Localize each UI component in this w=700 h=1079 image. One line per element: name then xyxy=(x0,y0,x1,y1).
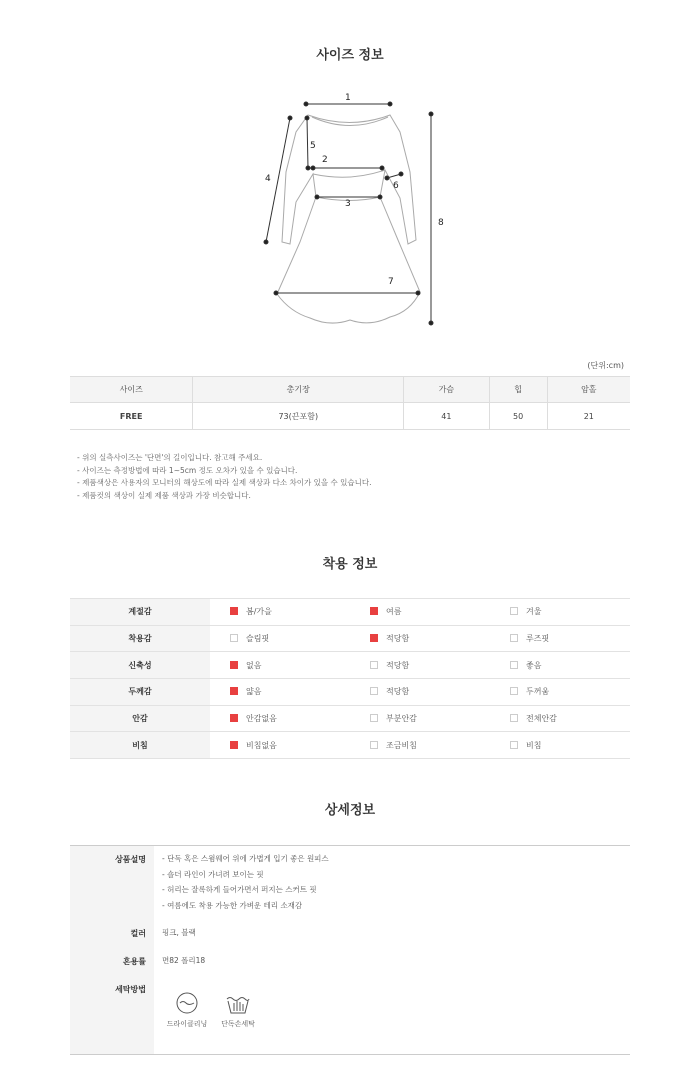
checkbox-unchecked xyxy=(230,634,238,642)
option-label: 봄/가을 xyxy=(246,607,272,617)
header-armhole: 암홀 xyxy=(547,377,630,403)
checkbox-unchecked xyxy=(510,661,518,669)
wear-row-label: 계절감 xyxy=(70,599,210,626)
diagram-label-2: 2 xyxy=(322,155,328,165)
checkbox-checked xyxy=(370,634,378,642)
checkbox-unchecked xyxy=(510,687,518,695)
option-label: 비침없음 xyxy=(246,740,277,750)
checkbox-checked xyxy=(230,741,238,749)
option-label: 적당함 xyxy=(386,660,410,670)
description-label: 상품설명 xyxy=(115,855,146,864)
option-label: 부분안감 xyxy=(386,714,417,724)
wear-option xyxy=(490,705,630,732)
diagram-label-6: 6 xyxy=(393,181,399,191)
size-notes xyxy=(77,452,372,502)
checkbox-checked xyxy=(230,687,238,695)
blend-label: 혼용률 xyxy=(122,957,146,966)
checkbox-checked xyxy=(230,607,238,615)
option-label: 적당함 xyxy=(386,634,410,644)
option-label: 전체안감 xyxy=(526,714,557,724)
diagram-label-5: 5 xyxy=(310,141,316,151)
wear-row-lining xyxy=(70,705,630,732)
hand-wash-icon xyxy=(225,991,251,1015)
wear-row-label: 신축성 xyxy=(70,652,210,679)
diagram-label-1: 1 xyxy=(345,93,351,103)
color-label: 컬러 xyxy=(130,929,146,938)
checkbox-unchecked xyxy=(510,741,518,749)
checkbox-unchecked xyxy=(370,741,378,749)
checkbox-unchecked xyxy=(370,661,378,669)
wear-option xyxy=(490,652,630,679)
diagram-label-8: 8 xyxy=(438,218,444,228)
wear-row-sheerness xyxy=(70,732,630,759)
cell-hip: 50 xyxy=(489,403,547,430)
wear-option xyxy=(210,652,350,679)
cell-armhole: 21 xyxy=(547,403,630,430)
cell-length: 73(끈포함) xyxy=(193,403,404,430)
wear-row-stretch xyxy=(70,652,630,679)
wear-option xyxy=(210,732,350,759)
detail-info-box xyxy=(70,845,630,1055)
checkbox-unchecked xyxy=(510,607,518,615)
note-line: - 사이즈는 측정방법에 따라 1~5cm 정도 오차가 있을 수 있습니다. xyxy=(77,465,298,475)
option-label: 얇음 xyxy=(246,687,262,697)
wear-row-season xyxy=(70,599,630,626)
option-label: 두꺼움 xyxy=(526,687,550,697)
color-value: 핑크, 블랙 xyxy=(162,928,196,937)
wear-row-label: 두께감 xyxy=(70,679,210,706)
diagram-label-3: 3 xyxy=(345,199,351,209)
header-hip: 힙 xyxy=(489,377,547,403)
checkbox-unchecked xyxy=(510,714,518,722)
diagram-label-7: 7 xyxy=(388,277,394,287)
wear-option xyxy=(210,705,350,732)
wear-row-label: 착용감 xyxy=(70,625,210,652)
option-label: 겨울 xyxy=(526,607,542,617)
wash-label: 세탁방법 xyxy=(115,985,146,994)
checkbox-unchecked xyxy=(370,714,378,722)
wear-option xyxy=(210,625,350,652)
unit-note: (단위:cm) xyxy=(587,361,624,370)
description-list xyxy=(162,851,329,913)
description-line: - 여름에도 착용 가능한 가벼운 테리 소재감 xyxy=(162,900,303,910)
dress-size-diagram xyxy=(250,82,450,332)
wear-row-thickness xyxy=(70,679,630,706)
option-label: 루즈핏 xyxy=(526,634,550,644)
cell-chest: 41 xyxy=(404,403,489,430)
wash-method-label: 드라이클리닝 xyxy=(166,1020,208,1028)
table-row xyxy=(70,403,630,430)
note-line: - 제품컷의 색상이 실제 제품 색상과 가장 비슷합니다. xyxy=(77,490,251,500)
detail-info-title: 상세정보 xyxy=(324,803,376,818)
wear-table xyxy=(70,598,630,759)
wear-option xyxy=(490,599,630,626)
note-line: - 위의 실측사이즈는 '단면'의 길이입니다. 참고해 주세요. xyxy=(77,453,263,462)
diagram-label-4: 4 xyxy=(265,174,271,184)
option-label: 좋음 xyxy=(526,660,542,670)
option-label: 조금비침 xyxy=(386,740,417,750)
note-line: - 제품색상은 사용자의 모니터의 해상도에 따라 실제 색상과 다소 차이가 있을 수 있습니다. xyxy=(77,478,372,487)
wear-info-title: 착용 정보 xyxy=(322,557,378,572)
wear-option xyxy=(350,652,490,679)
option-label: 슬림핏 xyxy=(246,634,270,644)
header-length: 총기장 xyxy=(193,377,404,403)
checkbox-checked xyxy=(230,714,238,722)
wear-option xyxy=(350,625,490,652)
checkbox-unchecked xyxy=(510,634,518,642)
wear-option xyxy=(350,599,490,626)
wash-method-label: 단독손세탁 xyxy=(221,1020,255,1028)
option-label: 적당함 xyxy=(386,687,410,697)
wear-option xyxy=(350,705,490,732)
header-size: 사이즈 xyxy=(70,377,193,403)
wear-row-fit xyxy=(70,625,630,652)
wash-method-dry-clean xyxy=(162,991,212,1029)
wear-option xyxy=(490,732,630,759)
wear-option xyxy=(350,679,490,706)
wear-option xyxy=(210,679,350,706)
checkbox-unchecked xyxy=(370,687,378,695)
wear-option xyxy=(210,599,350,626)
option-label: 비침 xyxy=(526,740,542,750)
size-table-header xyxy=(70,377,630,403)
option-label: 여름 xyxy=(386,607,402,617)
wear-option xyxy=(490,679,630,706)
header-chest: 가슴 xyxy=(404,377,489,403)
size-table xyxy=(70,376,630,430)
wash-method-hand-wash xyxy=(213,991,263,1029)
wear-row-label: 비침 xyxy=(70,732,210,759)
checkbox-checked xyxy=(370,607,378,615)
option-label: 없음 xyxy=(246,660,262,670)
wear-row-label: 안감 xyxy=(70,705,210,732)
size-info-title: 사이즈 정보 xyxy=(316,48,384,63)
description-line: - 숄더 라인이 가녀려 보이는 핏 xyxy=(162,869,264,879)
cell-size: FREE xyxy=(70,403,193,430)
checkbox-checked xyxy=(230,661,238,669)
detail-label-column xyxy=(70,846,154,1054)
description-line: - 단독 혹은 스윔웨어 위에 가볍게 입기 좋은 원피스 xyxy=(162,854,329,863)
wear-option xyxy=(490,625,630,652)
wear-option xyxy=(350,732,490,759)
blend-value: 면82 폴리18 xyxy=(162,956,206,965)
option-label: 안감없음 xyxy=(246,714,277,724)
description-line: - 허리는 잘록하게 들어가면서 퍼지는 스커트 핏 xyxy=(162,885,317,894)
dry-clean-icon xyxy=(175,991,199,1015)
